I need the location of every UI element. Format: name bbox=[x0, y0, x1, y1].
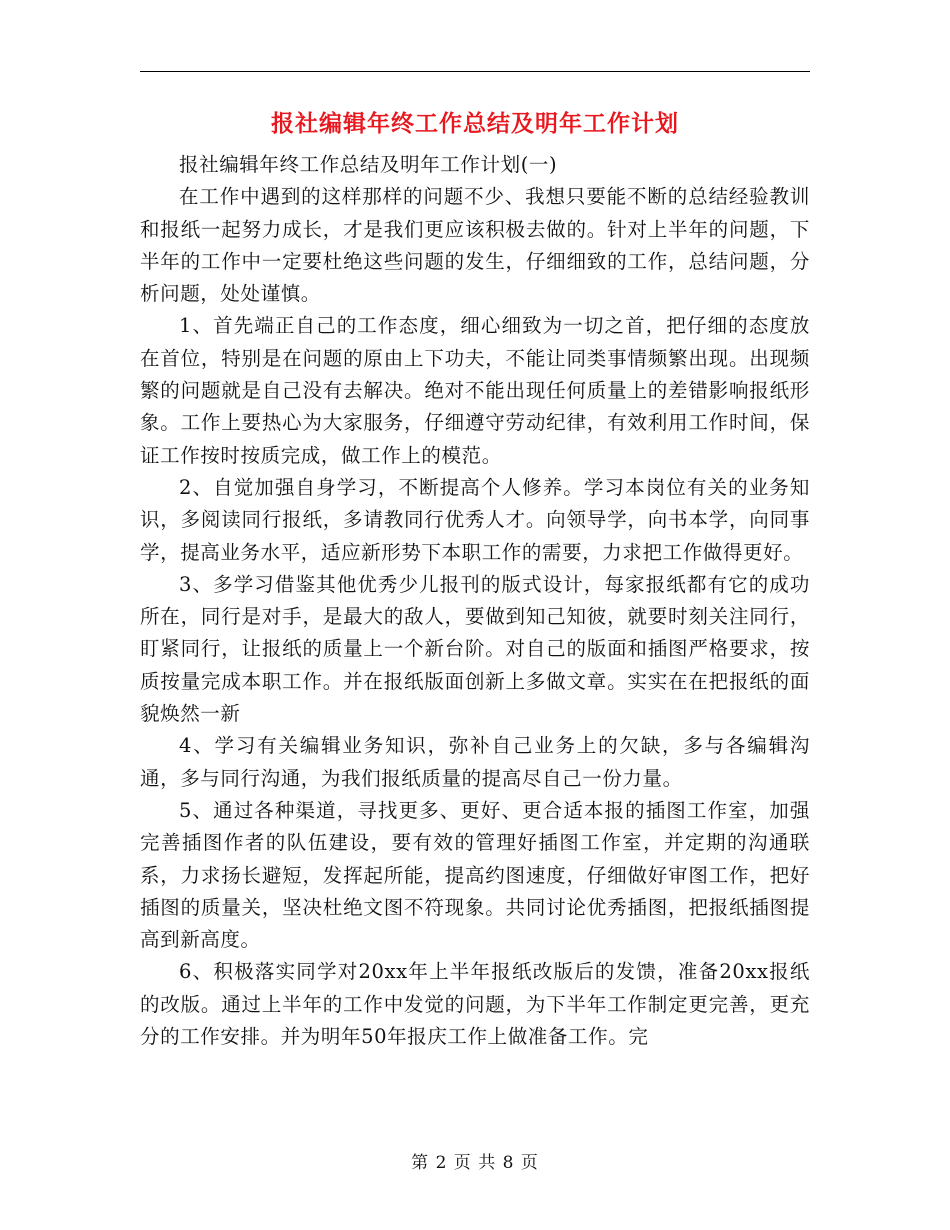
paragraph-item-2: 2、自觉加强自身学习，不断提高个人修养。学习本岗位有关的业务知识，多阅读同行报纸，多请教同行优秀人才。向领导学，向书本学，向同事学，提高业务水平，适应新形势下本职工作的需要，力求把工作做得更好。 bbox=[140, 475, 810, 564]
paragraph-item-3: 3、多学习借鉴其他优秀少儿报刊的版式设计，每家报纸都有它的成功所在，同行是对手，是最大的敌人，要做到知己知彼，就要时刻关注同行，盯紧同行，让报纸的质量上一个新台阶。对自己的版面和插图严格要求，按质按量完成本职工作。并在报纸版面创新上多做文章。实实在在把报纸的面貌焕然一新 bbox=[140, 572, 810, 726]
paragraph-intro: 在工作中遇到的这样那样的问题不少、我想只要能不断的总结经验教训和报纸一起努力成长，才是我们更应该积极去做的。针对上半年的问题，下半年的工作中一定要杜绝这些问题的发生，仔细细致的工作，总结问题，分析问题，处处谨慎。 bbox=[140, 185, 810, 306]
document-body bbox=[140, 149, 810, 1053]
paragraph-item-4: 4、学习有关编辑业务知识，弥补自己业务上的欠缺，多与各编辑沟通，多与同行沟通，为我们报纸质量的提高尽自己一份力量。 bbox=[140, 734, 810, 790]
header-rule bbox=[140, 71, 810, 72]
paragraph-item-5: 5、通过各种渠道，寻找更多、更好、更合适本报的插图工作室，加强完善插图作者的队伍建设，要有效的管理好插图工作室，并定期的沟通联系，力求扬长避短，发挥起所能，提高约图速度，仔细做好审图工作，把好插图的质量关，坚决杜绝文图不符现象。共同讨论优秀插图，把报纸插图提高到新高度。 bbox=[140, 798, 810, 952]
document-title: 报社编辑年终工作总结及明年工作计划 bbox=[271, 111, 679, 137]
page-number: 第 2 页 共 8 页 bbox=[411, 1153, 539, 1173]
paragraph-item-1: 1、首先端正自己的工作态度，细心细致为一切之首，把仔细的态度放在首位，特别是在问题的原由上下功夫，不能让同类事情频繁出现。出现频繁的问题就是自己没有去解决。绝对不能出现任何质量上的差错影响报纸形象。工作上要热心为大家服务，仔细遵守劳动纪律，有效利用工作时间，保证工作按时按质完成，做工作上的模范。 bbox=[140, 314, 810, 467]
paragraph-subtitle: 报社编辑年终工作总结及明年工作计划(一) bbox=[179, 153, 558, 176]
paragraph-item-6: 6、积极落实同学对20xx年上半年报纸改版后的发馈，准备20xx报纸的改版。通过上半年的工作中发觉的问题，为下半年工作制定更完善，更充分的工作安排。并为明年50年报庆工作上做准备工作。完 bbox=[140, 960, 810, 1049]
